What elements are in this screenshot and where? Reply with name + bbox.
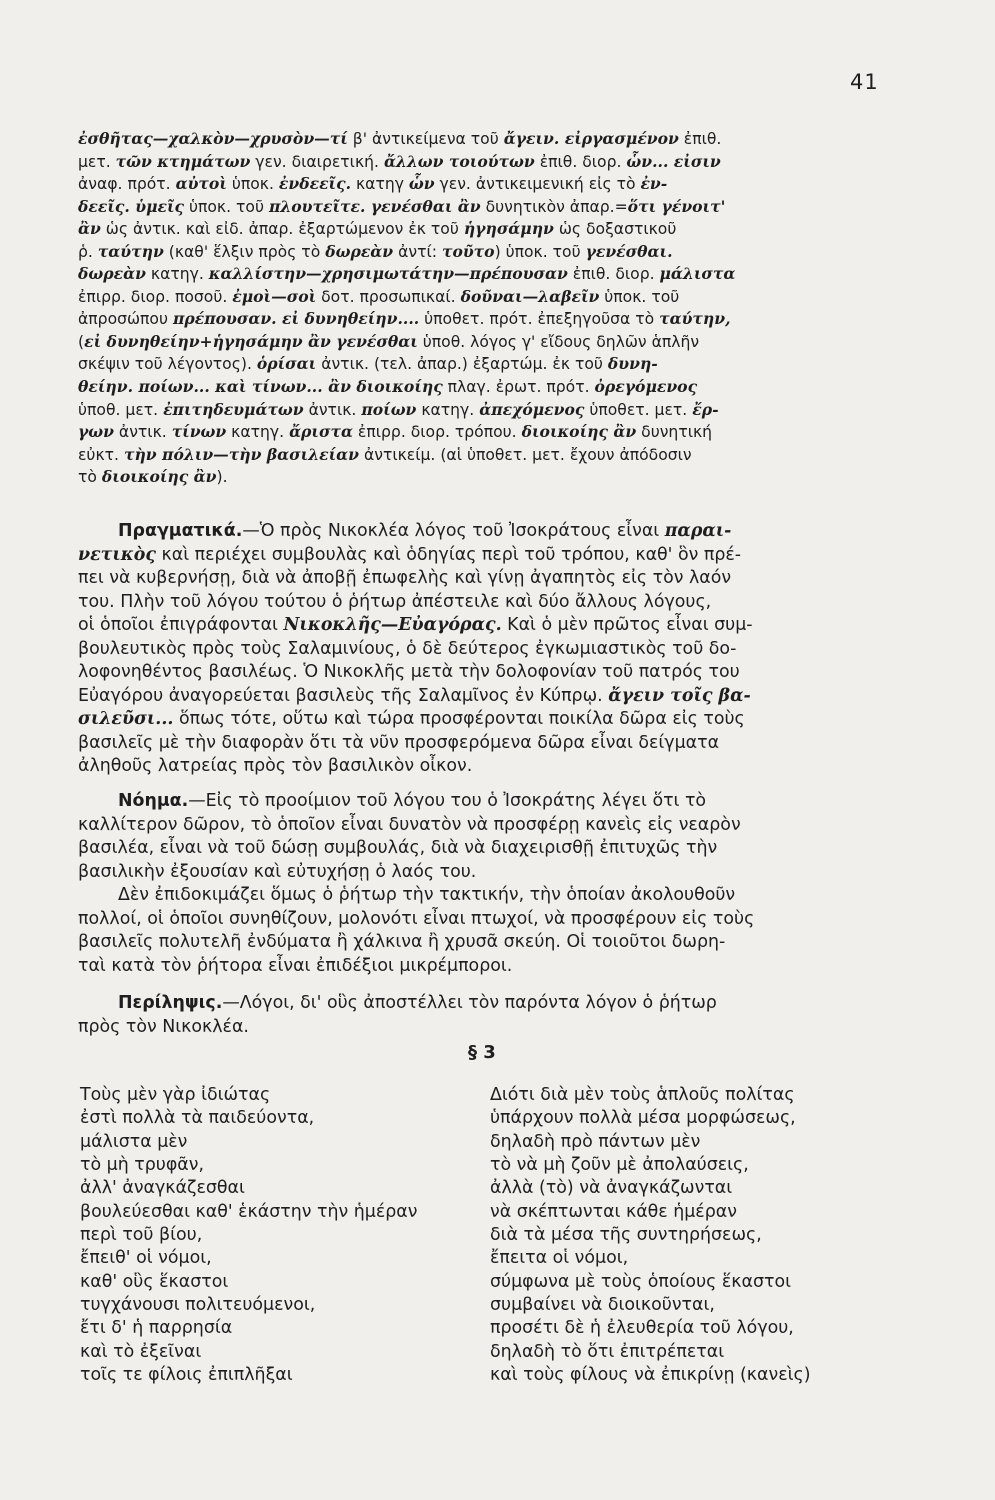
- verse-line: ἔπειθ' οἱ νόμοι,: [80, 1248, 212, 1269]
- text-line: [78, 421, 904, 444]
- note-text: (: [78, 332, 85, 351]
- verse-line: βουλεύεσθαι καθ' ἑκάστην τὴν ἡμέραν: [80, 1201, 418, 1222]
- text-line: [78, 567, 898, 591]
- note-text: βουλευτικὸς πρὸς τοὺς Σαλαμινίους, ὁ δὲ δεύτερος ἐγκωμιαστικὸς τοῦ δο-: [78, 638, 737, 659]
- verse-line: ἔπειτα οἱ νόμοι,: [490, 1248, 629, 1269]
- note-text: ὅπως τότε, οὕτω καὶ τώρα προσφέρονται ποικίλα δῶρα εἰς τοὺς: [173, 709, 745, 729]
- verse-line: καθ' οὓς ἕκαστοι: [80, 1271, 229, 1292]
- section-heading: Πραγματικά.: [118, 521, 243, 541]
- note-text: —Εἰς τὸ προοίμιον τοῦ λόγου του ὁ Ἰσοκράτης λέγει ὅτι τὸ: [188, 791, 707, 811]
- verse-line: ὑπάρχουν πολλὰ μέσα μορφώσεως,: [490, 1108, 796, 1129]
- paragraph-body: [78, 544, 898, 779]
- greek-term: ὧν: [408, 174, 435, 194]
- greek-term: παραι-: [664, 521, 732, 541]
- note-text: δοτ. προσωπικαί.: [316, 287, 461, 306]
- greek-term: δυνη-: [607, 354, 658, 374]
- verse-line: μάλιστα μὲν: [80, 1131, 188, 1152]
- greek-term: ἔρ-: [692, 399, 719, 419]
- verse-line: σύμφωνα μὲ τοὺς ὁποίους ἕκαστοι: [490, 1271, 791, 1292]
- text-line: [78, 1016, 898, 1040]
- text-line: [78, 241, 904, 264]
- text-line: [78, 286, 904, 309]
- paragraph-first-line: [78, 992, 898, 1016]
- greek-term: ἄγειν τοῖς βα-: [608, 685, 751, 706]
- greek-term: ἐπιτηδευμάτων: [163, 399, 304, 419]
- section-perilipsis: [78, 992, 898, 1039]
- text-line: [78, 908, 898, 932]
- note-text: κατηγ: [351, 175, 409, 194]
- note-text: μετ.: [78, 152, 116, 171]
- note-text: ἀληθοῦς λατρείας πρὸς τὸν βασιλικὸν οἶκον.: [78, 756, 473, 776]
- greek-term: διοικοίης ἂν: [101, 467, 217, 487]
- verse-line: ἔτι δ' ἡ παρρησία: [80, 1318, 233, 1339]
- text-line: [78, 173, 904, 196]
- note-text: κατηγ.: [226, 423, 290, 442]
- text-line: [78, 708, 898, 732]
- original-text-column: [80, 1084, 480, 1387]
- note-text: σκέψιν τοῦ λέγοντος).: [78, 355, 257, 374]
- note-text: ἐπιθ. διορ.: [534, 152, 627, 171]
- greek-term: τῶν κτημάτων: [115, 151, 251, 171]
- greek-term: τὴν πόλιν—τὴν βασιλείαν: [123, 444, 359, 464]
- verse-line: συμβαίνει νὰ διοικοῦνται,: [490, 1295, 715, 1316]
- text-line: [78, 196, 904, 219]
- text-line: [78, 837, 898, 861]
- note-text: ὑποκ. τοῦ: [599, 287, 680, 306]
- greek-term: πλουτεῖτε. γενέσθαι ἂν: [268, 196, 481, 216]
- note-text: ὡς δοξαστικοῦ: [553, 220, 677, 239]
- greek-term: νετικὸς: [78, 544, 156, 565]
- greek-term: σιλεῦσι...: [78, 709, 174, 729]
- greek-term: καλλίστην—χρησιμωτάτην—πρέπουσαν: [208, 264, 568, 284]
- note-text: ἐπιθ.: [678, 130, 722, 148]
- greek-term: ταύτην: [97, 241, 164, 261]
- greek-term: δεεῖς. ὑμεῖς: [78, 196, 185, 216]
- note-text: εὐκτ.: [78, 445, 124, 464]
- note-text: ἐπιρρ. διορ. τρόπου.: [352, 423, 522, 442]
- note-text: βασιλικὴν ἐξουσίαν καὶ εὐτυχήσῃ ὁ λαός του.: [78, 861, 477, 882]
- first-line-text: [242, 521, 731, 541]
- greek-term: θείην. ποίων... καὶ τίνων... ἂν διοικοίης: [78, 377, 443, 397]
- text-line: [78, 331, 904, 354]
- note-text: (καθ' ἕλξιν πρὸς τὸ: [163, 242, 326, 261]
- note-text: ἀντικείμ. (αἱ ὑποθετ. μετ. ἔχουν ἀπόδοσιν: [359, 445, 692, 464]
- verse-line: τὸ νὰ μὴ ζοῦν μὲ ἀπολαύσεις,: [490, 1155, 749, 1176]
- text-line: [78, 128, 904, 151]
- note-text: δυνητικὸν ἀπαρ.=: [480, 197, 628, 216]
- verse-line: ἀλλ' ἀναγκάζεσθαι: [80, 1178, 245, 1199]
- verse-line: τὸ μὴ τρυφᾶν,: [80, 1155, 205, 1176]
- section-pragmatika: [78, 520, 898, 779]
- note-text: ἀπροσώπου: [78, 310, 173, 329]
- greek-term: ὀρεγόμενος: [594, 377, 698, 397]
- greek-term: δοῦναι—λαβεῖν: [460, 286, 600, 306]
- greek-term: γενέσθαι.: [585, 241, 673, 261]
- text-line: [78, 755, 898, 779]
- greek-term: τίνων: [171, 422, 227, 442]
- text-line: [78, 931, 898, 955]
- note-text: ἐπιθ. διορ.: [567, 265, 660, 284]
- note-text: πει νὰ κυβερνήσῃ, διὰ νὰ ἀποβῇ ἐπωφελὴς καὶ γίνῃ ἀγαπητὸς εἰς τὸν λαόν: [78, 568, 732, 588]
- text-line: [78, 638, 898, 662]
- note-text: λοφονηθέντος βασιλέως. Ὁ Νικοκλῆς μετὰ τὴν δολοφονίαν τοῦ πατρός του: [78, 662, 740, 682]
- first-line-text: [222, 993, 716, 1013]
- note-text: β' ἀντικείμενα τοῦ: [347, 130, 504, 148]
- section-noema: [78, 790, 898, 978]
- text-line: [78, 466, 904, 489]
- greek-term: ὁρίσαι: [256, 354, 317, 374]
- text-line: [78, 376, 904, 399]
- text-line: [78, 591, 898, 615]
- text-line: [78, 399, 904, 422]
- paragraph-first-line: [78, 790, 898, 814]
- text-line: [78, 661, 898, 685]
- text-line: [78, 544, 898, 568]
- greek-term: ποίων: [361, 399, 417, 419]
- greek-term: αὐτοὶ: [175, 174, 227, 194]
- note-text: πολλοί, οἱ ὁποῖοι συνηθίζουν, μολονότι εἶναι πτωχοί, νὰ προσφέρουν εἰς τοὺς: [78, 908, 755, 929]
- text-line: [78, 263, 904, 286]
- note-text: πρὸς τὸν Νικοκλέα.: [78, 1016, 249, 1037]
- first-line-text: [188, 791, 706, 811]
- greek-term: ἐν-: [640, 174, 668, 194]
- greek-term: ἄγειν. εἰργασμένον: [503, 129, 679, 148]
- note-text: Εὐαγόρου ἀναγορεύεται βασιλεὺς τῆς Σαλαμῖνος ἐν Κύπρῳ.: [78, 685, 609, 706]
- grammar-notes: [78, 128, 904, 489]
- note-text: του. Πλὴν τοῦ λόγου τούτου ὁ ῥήτωρ ἀπέστειλε καὶ δύο ἄλλους λόγους,: [78, 591, 712, 612]
- verse-line: καὶ τοὺς φίλους νὰ ἐπικρίνῃ (κανεὶς): [490, 1365, 811, 1386]
- note-text: καλλίτερον δῶρον, τὸ ὁποῖον εἶναι δυνατὸν νὰ προσφέρῃ κανεὶς εἰς νεαρὸν: [78, 814, 741, 835]
- note-text: βασιλέα, εἶναι νὰ τοῦ δώσῃ συμβουλάς, διὰ νὰ διαχειρισθῇ ἐπιτυχῶς τὴν: [78, 838, 718, 858]
- note-text: Δὲν ἐπιδοκιμάζει ὅμως ὁ ῥήτωρ τὴν τακτικήν, τὴν ὁποίαν ἀκολουθοῦν: [118, 885, 736, 905]
- verse-line: Διότι διὰ μὲν τοὺς ἁπλοῦς πολίτας: [490, 1085, 795, 1105]
- text-line: [78, 308, 904, 331]
- greek-term: ἀπεχόμενος: [479, 399, 585, 419]
- note-text: —Λόγοι, δι' οὓς ἀποστέλλει τὸν παρόντα λόγον ὁ ῥήτωρ: [222, 993, 717, 1013]
- greek-term: ἐνδεεῖς.: [278, 174, 352, 194]
- paragraph-first-line: [78, 520, 898, 544]
- greek-term: ἂν: [78, 219, 101, 239]
- greek-term: ἄριστα: [289, 422, 353, 442]
- verse-line: δηλαδὴ τὸ ὅτι ἐπιτρέπεται: [490, 1341, 725, 1362]
- greek-term: ἡγησάμην: [463, 219, 554, 239]
- note-text: ταὶ κατὰ τὸν ῥήτορα εἶναι ἐπιδέξιοι μικρέμποροι.: [78, 955, 513, 976]
- note-text: ῥ.: [78, 242, 98, 261]
- section-heading: Νόημα.: [118, 791, 189, 811]
- section-mark: § 3: [468, 1042, 496, 1063]
- greek-term: ἐσθῆτας—χαλκὸν—χρυσὸν—τί: [78, 129, 348, 148]
- verse-line: δηλαδὴ πρὸ πάντων μὲν: [490, 1131, 701, 1152]
- note-text: γεν. διαιρετική.: [250, 152, 384, 171]
- verse-line: περὶ τοῦ βίου,: [80, 1225, 203, 1246]
- section-heading: Περίληψις.: [118, 993, 223, 1013]
- note-text: ἀναφ. πρότ.: [78, 175, 176, 194]
- text-line: [78, 814, 898, 838]
- verse-line: διὰ τὰ μέσα τῆς συντηρήσεως,: [490, 1225, 762, 1246]
- note-text: γεν. ἀντικειμενική εἰς τὸ: [434, 175, 641, 194]
- verse-line: καὶ τὸ ἐξεῖναι: [80, 1341, 202, 1362]
- greek-term: γων: [78, 422, 114, 442]
- note-text: ὑποθ. λόγος γ' εἴδους δηλῶν ἁπλῆν: [417, 332, 700, 351]
- note-text: ) ὑποκ. τοῦ: [494, 242, 586, 261]
- note-text: βασιλεῖς πολυτελῆ ἐνδύματα ἢ χάλκινα ἢ χρυσᾶ σκεύη. Οἱ τοιοῦτοι δωρη-: [78, 932, 726, 952]
- greek-term: ταύτην,: [659, 309, 731, 329]
- verse-line: προσέτι δὲ ἡ ἐλευθερία τοῦ λόγου,: [490, 1318, 794, 1339]
- note-text: ἀντικ. (τελ. ἀπαρ.) ἐξαρτώμ. ἐκ τοῦ: [316, 355, 608, 374]
- note-text: κατηγ.: [145, 265, 209, 284]
- verse-line: νὰ σκέπτωνται κάθε ἡμέραν: [490, 1201, 737, 1222]
- note-text: Καὶ ὁ μὲν πρῶτος εἶναι συμ-: [501, 615, 753, 635]
- translation-column: [490, 1084, 910, 1387]
- paragraph-body: [78, 1016, 898, 1040]
- note-text: —Ὁ πρὸς Νικοκλέα λόγος τοῦ Ἰσοκράτους εἶναι: [242, 521, 665, 541]
- paragraph-body: [78, 814, 898, 979]
- note-text: ὑποθετ. μετ.: [584, 400, 693, 419]
- greek-term: ὅτι γένοιτ': [627, 196, 726, 216]
- text-line: [78, 732, 898, 756]
- note-text: ὑποκ.: [226, 175, 279, 194]
- note-text: ὑποθ. μετ.: [78, 400, 164, 419]
- verse-line: ἐστὶ πολλὰ τὰ παιδεύοντα,: [80, 1108, 315, 1129]
- verse-line: τυγχάνουσι πολιτευόμενοι,: [80, 1295, 316, 1316]
- page-number: 41: [850, 70, 879, 94]
- note-text: τὸ: [78, 468, 102, 487]
- greek-term: τοῦτο: [441, 241, 495, 261]
- note-text: δυνητική: [636, 423, 713, 442]
- text-line: [78, 685, 898, 709]
- verse-line: Τοὺς μὲν γὰρ ἰδιώτας: [80, 1085, 271, 1105]
- greek-term: δωρεὰν: [325, 241, 394, 261]
- note-text: ὑποθετ. πρότ. ἐπεξηγοῦσα τὸ: [419, 310, 660, 329]
- greek-term: ὧν... εἰσιν: [626, 151, 721, 171]
- verse-line: τοῖς τε φίλοις ἐπιπλῆξαι: [80, 1365, 293, 1386]
- text-line: [78, 218, 904, 241]
- note-text: ὡς ἀντικ. καὶ εἰδ. ἀπαρ. ἐξαρτώμενον ἐκ τοῦ: [100, 220, 464, 239]
- note-text: ἀντικ.: [113, 423, 172, 442]
- verse-line: ἀλλὰ (τὸ) νὰ ἀναγκάζωνται: [490, 1178, 733, 1199]
- note-text: ἀντί:: [393, 242, 442, 261]
- greek-term: μάλιστα: [659, 264, 736, 284]
- text-line: [78, 444, 904, 467]
- note-text: κατηγ.: [416, 400, 480, 419]
- note-text: βασιλεῖς μὲ τὴν διαφορὰν ὅτι τὰ νῦν προσφερόμενα δῶρα εἶναι δείγματα: [78, 732, 720, 753]
- greek-term: Νικοκλῆς—Εὐαγόρας.: [283, 615, 502, 635]
- note-text: οἱ ὁποῖοι ἐπιγράφονται: [78, 615, 284, 635]
- text-line: [78, 614, 898, 638]
- note-text: ἀντικ.: [303, 400, 362, 419]
- text-line: [78, 861, 898, 885]
- text-line: [78, 353, 904, 376]
- note-text: ).: [216, 468, 228, 487]
- greek-term: διοικοίης ἂν: [521, 422, 637, 442]
- greek-term: δωρεὰν: [78, 264, 146, 284]
- greek-term: πρέπουσαν. εἰ δυνηθείην....: [172, 309, 420, 329]
- greek-term: ἄλλων τοιούτων: [383, 151, 535, 171]
- note-text: πλαγ. ἐρωτ. πρότ.: [442, 378, 595, 397]
- text-line: [78, 151, 904, 174]
- text-line: [78, 955, 898, 979]
- note-text: καὶ περιέχει συμβουλὰς καὶ ὁδηγίας περὶ τοῦ τρόπου, καθ' ὃν πρέ-: [155, 544, 742, 565]
- greek-term: ἐμοὶ—σοὶ: [232, 286, 317, 306]
- text-line: [78, 884, 898, 908]
- note-text: ἐπιρρ. διορ. ποσοῦ.: [78, 287, 233, 306]
- note-text: ὑποκ. τοῦ: [184, 197, 269, 216]
- greek-term: εἰ δυνηθείην+ἡγησάμην ἂν γενέσθαι: [84, 331, 418, 351]
